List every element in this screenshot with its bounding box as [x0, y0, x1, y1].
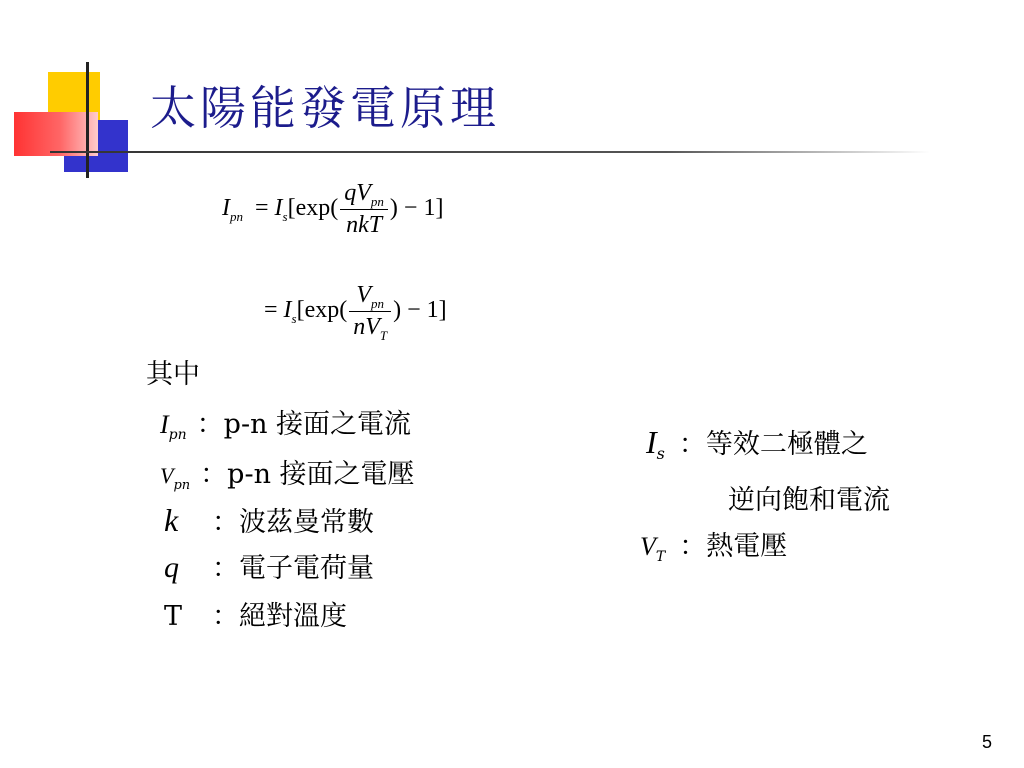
- def-k-text: ：波茲曼常數: [212, 507, 374, 538]
- def-vt-sym: V: [640, 532, 656, 561]
- eq1-is-sub: s: [282, 209, 288, 225]
- def-q: [164, 546, 374, 585]
- def-q-sym: q: [164, 551, 179, 584]
- def-q-text: ：電子電荷量: [212, 553, 374, 584]
- def-is: [646, 422, 868, 461]
- eq1-close: ) − 1]: [389, 195, 444, 222]
- where-label: 其中: [146, 359, 200, 390]
- def-vpn-text: ：p-n 接面之電壓: [200, 459, 415, 490]
- eq2-fraction: [349, 282, 391, 341]
- eq1-num-q: q: [344, 180, 357, 206]
- eq2-num-v: V: [356, 282, 372, 308]
- def-is-sym: I: [646, 424, 657, 460]
- title-underline: [50, 151, 930, 153]
- eq2-is-var: I: [283, 297, 292, 324]
- def-is-text: ：等效二極體之: [678, 429, 868, 460]
- def-ipn-sub: pn: [168, 427, 187, 443]
- eq1-den: nkT: [346, 212, 383, 238]
- eq1-num-sub: pn: [370, 194, 384, 209]
- def-vt: [640, 524, 787, 563]
- eq2-num-sub: pn: [371, 296, 385, 311]
- def-vpn: [160, 452, 415, 491]
- def-t-text: ：絕對溫度: [212, 601, 347, 632]
- equation-1: [222, 180, 443, 239]
- def-vpn-sym: V: [160, 463, 174, 488]
- decor-vertical-line: [86, 62, 89, 178]
- eq2-equals: =: [264, 297, 278, 324]
- def-vt-sub: T: [655, 549, 666, 565]
- def-vt-text: ：熱電壓: [679, 531, 788, 562]
- eq1-is-var: I: [274, 195, 283, 222]
- eq1-equals: =: [255, 195, 269, 222]
- eq1-lhs-var: I: [222, 195, 230, 222]
- page-number: 5: [981, 732, 992, 752]
- def-ipn-text: ：p-n 接面之電流: [196, 409, 412, 440]
- def-ipn-sym: I: [160, 410, 169, 439]
- eq1-num-v: V: [356, 180, 371, 206]
- eq2-den-sub: T: [379, 328, 388, 343]
- eq1-lhs-sub: pn: [230, 209, 243, 225]
- def-k-sym: k: [164, 502, 179, 538]
- eq1-fraction: [340, 180, 388, 239]
- equation-2: [264, 282, 447, 341]
- eq2-close: ) − 1]: [393, 297, 447, 324]
- def-is-text2: 逆向飽和電流: [728, 485, 890, 516]
- def-t-sym: T: [164, 601, 183, 632]
- eq2-is-sub: s: [291, 311, 297, 327]
- def-vpn-sub: pn: [173, 478, 191, 493]
- def-is-sub: s: [656, 444, 665, 463]
- slide-title: 太陽能發電原理: [150, 81, 500, 135]
- eq2-open: [exp(: [296, 297, 348, 324]
- def-k: [164, 500, 374, 539]
- def-ipn: [160, 402, 411, 441]
- eq1-open: [exp(: [287, 195, 339, 222]
- eq2-den-n: nV: [353, 314, 380, 340]
- def-t: [164, 594, 347, 633]
